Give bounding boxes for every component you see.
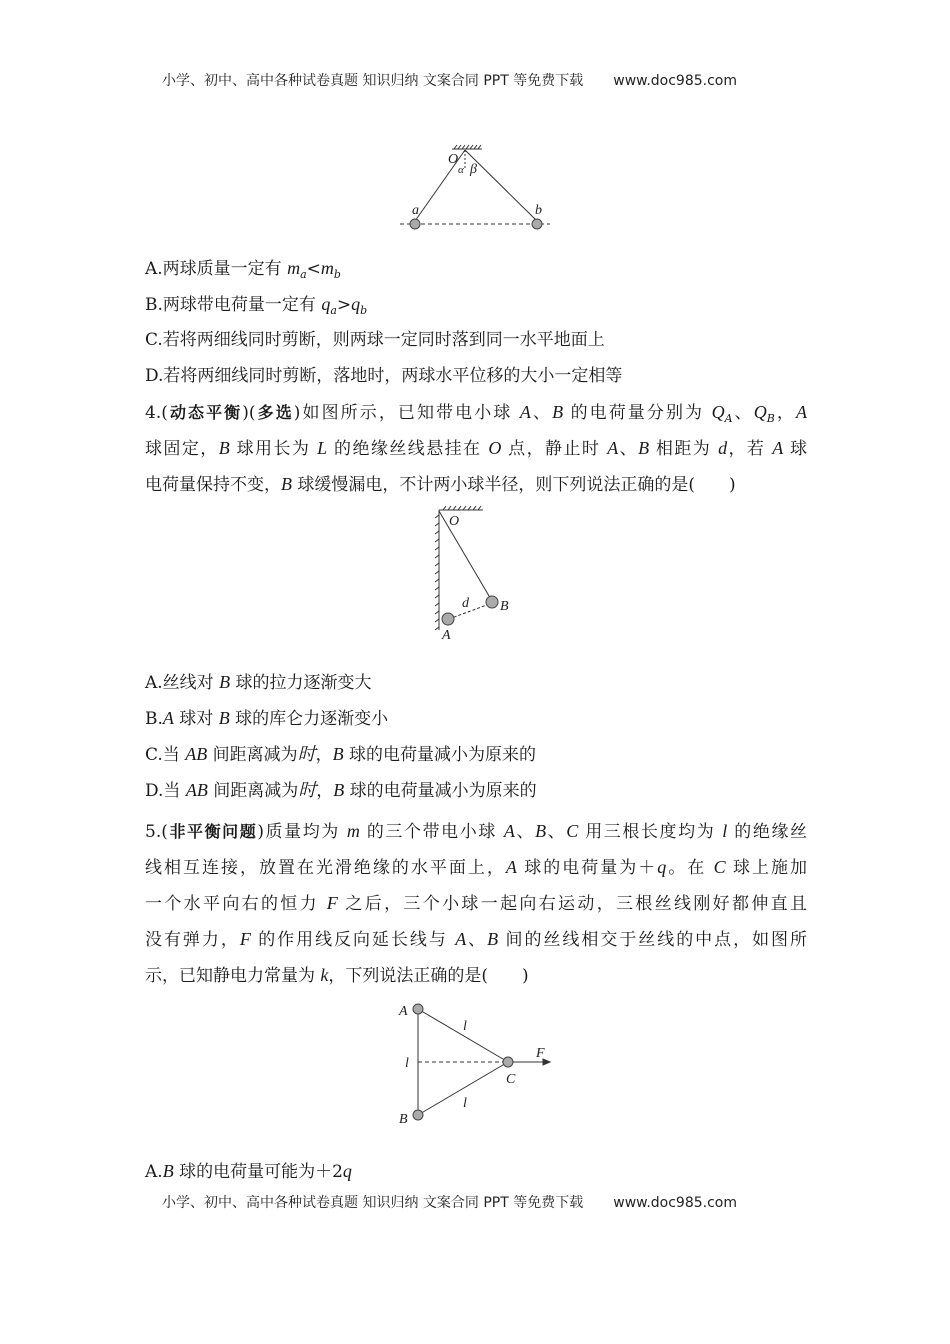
math-variable: 时: [297, 744, 316, 764]
text-segment: 非平衡问题: [167, 822, 258, 841]
text-segment: C.当: [145, 745, 186, 765]
math-variable: B: [535, 821, 547, 841]
text-segment: 球的电荷量减小为原来的: [343, 745, 537, 765]
text-segment: 动态平衡: [167, 403, 243, 422]
math-variable: d: [718, 438, 728, 458]
math-variable: l: [722, 821, 728, 841]
math-variable: m: [320, 258, 334, 278]
text-segment: 、: [530, 403, 553, 423]
text-segment: )(: [242, 403, 256, 423]
text-segment: <: [306, 259, 321, 279]
text-segment: 没有弹力，: [145, 930, 240, 950]
math-variable: q: [351, 294, 361, 314]
math-variable: F: [239, 929, 251, 949]
text-line: [145, 365, 807, 387]
label-o: O: [449, 514, 460, 529]
math-variable: C: [713, 857, 726, 877]
text-segment: 线相互连接，放置在光滑绝缘的水平面上，: [145, 858, 506, 878]
math-variable: B: [638, 438, 650, 458]
math-variable: A: [455, 929, 467, 949]
label-alpha: α: [458, 164, 464, 176]
math-variable: C: [566, 821, 579, 841]
text-segment: )质量均为: [257, 822, 347, 842]
math-variable: B: [281, 474, 292, 494]
figure-two-pendulums: [370, 140, 560, 235]
math-variable: q: [342, 1161, 352, 1181]
footer-url[interactable]: www.doc985.com: [613, 1195, 737, 1211]
math-variable: AB: [185, 780, 208, 800]
math-variable: A: [519, 402, 531, 422]
text-segment: )如图所示，已知带电小球: [293, 403, 520, 423]
text-line: [145, 856, 807, 879]
text-segment: 球固定，: [145, 439, 219, 459]
text-segment: 5.(: [145, 822, 168, 842]
label-l-bottom: l: [463, 1096, 467, 1111]
text-segment: 的绝缘丝线悬挂在: [327, 439, 489, 459]
text-line: [145, 257, 807, 286]
text-segment: 球的库仑力逐渐变小: [229, 709, 389, 729]
text-segment: 用三根长度均为: [578, 822, 723, 842]
text-line: [145, 820, 807, 843]
figure-triangle: [390, 995, 570, 1130]
text-segment: 一个水平向右的恒力: [145, 894, 327, 914]
page-footer: [162, 1192, 737, 1212]
text-line: [145, 707, 807, 730]
text-line: [145, 892, 807, 915]
label-b: B: [399, 1112, 408, 1127]
text-segment: 的绝缘丝: [727, 822, 808, 842]
text-segment: 之后，三个小球一起向右运动，三根丝线刚好都伸直且: [337, 894, 808, 914]
text-line: [145, 964, 807, 987]
math-variable: B: [218, 438, 230, 458]
text-segment: 的作用线反向延长线与: [250, 930, 456, 950]
text-segment: 相距为: [649, 439, 719, 459]
text-segment: 、: [732, 403, 754, 423]
text-segment: 间距离减为: [207, 745, 298, 765]
math-subscript: b: [360, 304, 368, 317]
text-segment: D.若将两细线同时剪断，落地时，两球水平位移的大小一定相等: [145, 366, 623, 386]
text-segment: C.若将两细线同时剪断，则两球一定同时落到同一水平地面上: [145, 330, 605, 350]
math-variable: Q: [753, 402, 767, 422]
text-segment: 球上施加: [725, 858, 808, 878]
text-segment: 间的丝线相交于丝线的中点，如图所: [498, 930, 808, 950]
text-segment: 球的电荷量减小为原来的: [344, 781, 537, 801]
label-l-left: l: [405, 1056, 409, 1071]
text-segment: 球的电荷量可能为＋2: [173, 1162, 343, 1182]
header-text: 小学、初中、高中各种试卷真题 知识归纳 文案合同 PPT 等免费下载: [162, 73, 584, 89]
label-f: F: [536, 1046, 545, 1061]
text-segment: 球的拉力逐渐变大: [230, 673, 372, 693]
math-subscript: B: [766, 412, 775, 425]
math-variable: A: [505, 857, 517, 877]
page-header: [162, 70, 737, 90]
math-variable: A: [796, 402, 808, 422]
label-a: a: [412, 203, 419, 218]
text-line: [145, 743, 807, 766]
text-segment: 、: [546, 822, 567, 842]
text-segment: 。在: [666, 858, 714, 878]
math-variable: A: [772, 438, 784, 458]
label-b: b: [535, 203, 542, 218]
text-segment: ，: [316, 781, 334, 801]
math-subscript: A: [724, 412, 733, 425]
math-variable: m: [287, 258, 301, 278]
math-variable: A: [162, 708, 174, 728]
label-d: d: [462, 596, 469, 611]
label-l-top: l: [463, 1019, 467, 1034]
math-variable: m: [346, 821, 360, 841]
text-segment: 、: [466, 930, 488, 950]
math-variable: B: [333, 780, 345, 800]
text-line: [145, 329, 807, 351]
text-line: [145, 401, 807, 430]
text-segment: B.: [145, 709, 163, 729]
text-segment: D.当: [145, 781, 186, 801]
text-segment: 球对: [173, 709, 219, 729]
text-line: [145, 437, 807, 460]
math-variable: A: [607, 438, 619, 458]
text-line: [145, 671, 807, 694]
text-segment: ，: [315, 745, 333, 765]
text-line: [145, 779, 807, 802]
math-variable: F: [326, 893, 338, 913]
label-beta: β: [470, 162, 477, 177]
math-variable: B: [487, 929, 499, 949]
text-segment: 多选: [255, 403, 294, 422]
label-o: O: [448, 152, 459, 167]
text-segment: 、: [514, 822, 536, 842]
label-a: A: [399, 1004, 408, 1019]
math-variable: B: [552, 402, 564, 422]
math-variable: L: [317, 438, 328, 458]
math-variable: O: [488, 438, 502, 458]
math-variable: B: [219, 672, 231, 692]
text-line: [145, 928, 807, 951]
text-segment: ，若: [727, 439, 773, 459]
text-line: [145, 473, 807, 496]
text-segment: 的电荷量分别为: [563, 403, 712, 423]
label-a: A: [442, 628, 451, 643]
math-variable: AB: [185, 744, 208, 764]
text-segment: ，: [774, 403, 797, 423]
math-variable: q: [657, 857, 667, 877]
text-segment: ，下列说法正确的是( ): [328, 966, 529, 986]
label-b: B: [500, 599, 509, 614]
text-segment: 点，静止时: [501, 439, 608, 459]
math-variable: q: [321, 294, 331, 314]
math-variable: B: [332, 744, 344, 764]
text-segment: 间距离减为: [207, 781, 299, 801]
math-variable: B: [218, 708, 230, 728]
math-variable: A: [503, 821, 515, 841]
text-line: [145, 1160, 807, 1183]
math-subscript: a: [300, 268, 307, 281]
math-variable: k: [320, 965, 329, 985]
text-segment: 球: [783, 439, 808, 459]
text-segment: >: [336, 295, 352, 315]
text-segment: 示，已知静电力常量为: [145, 966, 321, 986]
math-variable: Q: [711, 402, 725, 422]
text-segment: 的三个带电小球: [359, 822, 504, 842]
text-segment: A.两球质量一定有: [145, 259, 288, 279]
text-segment: 、: [618, 439, 639, 459]
label-c: C: [506, 1072, 516, 1087]
header-url[interactable]: www.doc985.com: [613, 73, 737, 89]
math-subscript: b: [333, 268, 341, 281]
text-segment: A.丝线对: [145, 673, 220, 693]
text-segment: B.两球带电荷量一定有: [145, 295, 322, 315]
text-segment: 球缓慢漏电，不计两小球半径，则下列说法正确的是( ): [292, 475, 736, 495]
math-subscript: a: [330, 304, 337, 317]
text-segment: 球的电荷量为＋: [516, 858, 658, 878]
text-segment: 4.(: [145, 403, 168, 423]
text-segment: A.: [145, 1162, 163, 1182]
math-variable: 时: [298, 780, 317, 800]
text-line: [145, 293, 807, 322]
figure-wall-pendulum: [425, 505, 525, 645]
text-segment: 球用长为: [229, 439, 318, 459]
text-segment: 电荷量保持不变，: [145, 475, 281, 495]
footer-text: 小学、初中、高中各种试卷真题 知识归纳 文案合同 PPT 等免费下载: [162, 1195, 584, 1211]
math-variable: B: [162, 1161, 174, 1181]
